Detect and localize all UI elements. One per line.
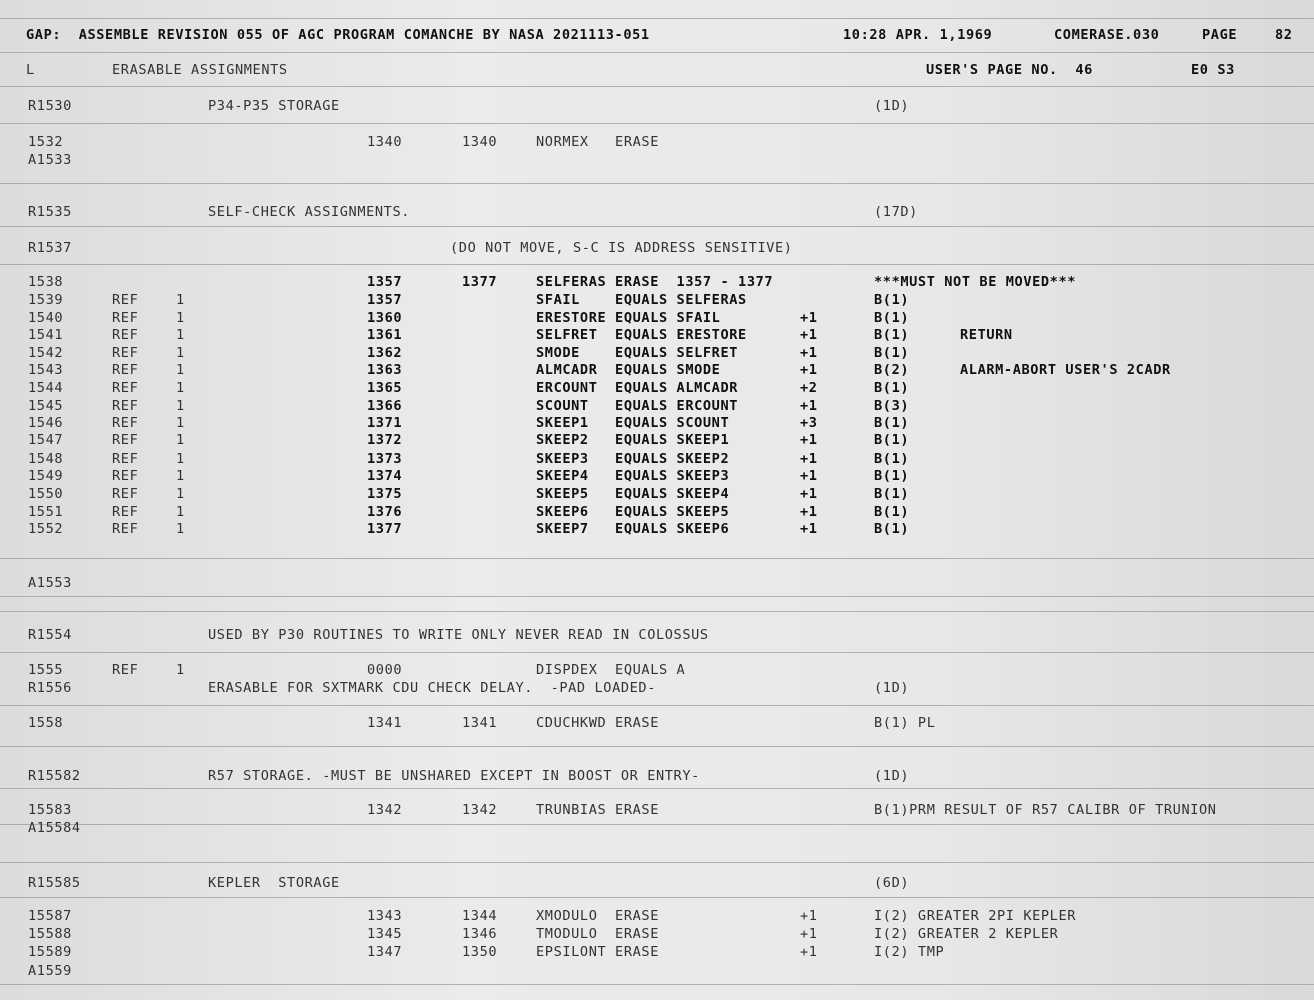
header-page-number: 82 [1275, 27, 1293, 43]
comment: B(1) [874, 486, 910, 502]
comment: ***MUST NOT BE MOVED*** [874, 274, 1077, 290]
ref-count: 1 [176, 451, 185, 467]
line-number: 1549 [28, 468, 64, 484]
line-number: 1552 [28, 521, 64, 537]
line-number: 1532 [28, 134, 64, 150]
offset: +1 [800, 310, 818, 326]
offset: +1 [800, 521, 818, 537]
remark: P34-P35 STORAGE [208, 98, 340, 114]
offset: +1 [800, 468, 818, 484]
line-number: 15588 [28, 926, 72, 942]
subheader-user-page: USER'S PAGE NO. 46 [926, 62, 1093, 78]
comment: B(1) [874, 292, 910, 308]
header-left: GAP: ASSEMBLE REVISION 055 OF AGC PROGRAM COMANCHE BY NASA 2021113-051 [26, 27, 650, 43]
line-number: 1541 [28, 327, 64, 343]
line-number: A1533 [28, 152, 72, 168]
address: 1363 [367, 362, 403, 378]
comment: (1D) [874, 768, 910, 784]
offset: +1 [800, 944, 818, 960]
line-number: 1544 [28, 380, 64, 396]
page-rule-line [0, 596, 1314, 597]
address-end: (DO NOT MOVE, S-C IS ADDRESS SENSITIVE) [450, 240, 793, 256]
remark: KEPLER STORAGE [208, 875, 340, 891]
remark: ERASABLE FOR SXTMARK CDU CHECK DELAY. -PAD LOADED- [208, 680, 656, 696]
comment: B(1)PRM RESULT OF R57 CALIBR OF TRUNION [874, 802, 1217, 818]
offset: +1 [800, 486, 818, 502]
statement: ERESTORE EQUALS SFAIL [536, 310, 721, 326]
line-number: 1546 [28, 415, 64, 431]
offset: +1 [800, 345, 818, 361]
address: 0000 [367, 662, 403, 678]
line-number: A15584 [28, 820, 81, 836]
line-number: 15583 [28, 802, 72, 818]
page-rule-line [0, 86, 1314, 87]
header-page-label: PAGE [1202, 27, 1238, 43]
address: 1342 [367, 802, 403, 818]
statement: SKEEP3 EQUALS SKEEP2 [536, 451, 730, 467]
note: RETURN [960, 327, 1013, 343]
statement: TRUNBIAS ERASE [536, 802, 659, 818]
statement: NORMEX ERASE [536, 134, 659, 150]
comment: B(2) [874, 362, 910, 378]
address-end: 1350 [462, 944, 498, 960]
offset: +1 [800, 327, 818, 343]
page-rule-line [0, 123, 1314, 124]
line-number: 1550 [28, 486, 64, 502]
ref-flag: REF [112, 310, 139, 326]
ref-flag: REF [112, 327, 139, 343]
page-rule-line [0, 558, 1314, 559]
statement: SELFERAS ERASE 1357 - 1377 [536, 274, 774, 290]
line-number: R1556 [28, 680, 72, 696]
page-rule-line [0, 705, 1314, 706]
ref-count: 1 [176, 521, 185, 537]
address: 1345 [367, 926, 403, 942]
statement: SKEEP6 EQUALS SKEEP5 [536, 504, 730, 520]
line-number: R1554 [28, 627, 72, 643]
statement: SMODE EQUALS SELFRET [536, 345, 739, 361]
line-number: 15587 [28, 908, 72, 924]
address: 1376 [367, 504, 403, 520]
address-end: 1342 [462, 802, 498, 818]
ref-count: 1 [176, 380, 185, 396]
address-end: 1344 [462, 908, 498, 924]
address: 1360 [367, 310, 403, 326]
ref-flag: REF [112, 292, 139, 308]
offset: +3 [800, 415, 818, 431]
comment: B(1) [874, 327, 910, 343]
remark: SELF-CHECK ASSIGNMENTS. [208, 204, 411, 220]
page-rule-line [0, 264, 1314, 265]
ref-flag: REF [112, 362, 139, 378]
offset: +1 [800, 908, 818, 924]
address: 1371 [367, 415, 403, 431]
comment: B(1) [874, 345, 910, 361]
subheader-mark: L [26, 62, 35, 78]
ref-count: 1 [176, 432, 185, 448]
comment: (1D) [874, 98, 910, 114]
line-number: 1555 [28, 662, 64, 678]
line-number: R1535 [28, 204, 72, 220]
page-rule-line [0, 984, 1314, 985]
line-number: R1537 [28, 240, 72, 256]
ref-flag: REF [112, 468, 139, 484]
ref-flag: REF [112, 432, 139, 448]
statement: SELFRET EQUALS ERESTORE [536, 327, 747, 343]
address: 1357 [367, 292, 403, 308]
line-number: 1551 [28, 504, 64, 520]
header-file: COMERASE.030 [1054, 27, 1160, 43]
offset: +1 [800, 398, 818, 414]
ref-count: 1 [176, 504, 185, 520]
line-number: 1538 [28, 274, 64, 290]
ref-flag: REF [112, 398, 139, 414]
comment: I(2) GREATER 2 KEPLER [874, 926, 1059, 942]
offset: +1 [800, 362, 818, 378]
page-rule-line [0, 611, 1314, 612]
page-rule-line [0, 862, 1314, 863]
offset: +1 [800, 926, 818, 942]
statement: ERCOUNT EQUALS ALMCADR [536, 380, 739, 396]
statement: EPSILONT ERASE [536, 944, 659, 960]
page-rule-line [0, 183, 1314, 184]
address: 1347 [367, 944, 403, 960]
comment: B(1) PL [874, 715, 936, 731]
line-number: R15585 [28, 875, 81, 891]
line-number: 1558 [28, 715, 64, 731]
comment: B(1) [874, 521, 910, 537]
ref-flag: REF [112, 380, 139, 396]
address: 1366 [367, 398, 403, 414]
comment: (6D) [874, 875, 910, 891]
address: 1372 [367, 432, 403, 448]
statement: CDUCHKWD ERASE [536, 715, 659, 731]
line-number: A1559 [28, 963, 72, 979]
address-end: 1341 [462, 715, 498, 731]
offset: +1 [800, 451, 818, 467]
ref-flag: REF [112, 415, 139, 431]
line-number: 1548 [28, 451, 64, 467]
header-time: 10:28 APR. 1,1969 [843, 27, 993, 43]
page-rule-line [0, 652, 1314, 653]
line-number: 1542 [28, 345, 64, 361]
ref-count: 1 [176, 415, 185, 431]
ref-flag: REF [112, 521, 139, 537]
page-rule-line [0, 788, 1314, 789]
ref-flag: REF [112, 504, 139, 520]
page-rule-line [0, 18, 1314, 19]
ref-count: 1 [176, 327, 185, 343]
offset: +2 [800, 380, 818, 396]
address: 1373 [367, 451, 403, 467]
comment: B(1) [874, 415, 910, 431]
comment: I(2) TMP [874, 944, 945, 960]
line-number: 1540 [28, 310, 64, 326]
ref-count: 1 [176, 398, 185, 414]
address-end: 1340 [462, 134, 498, 150]
ref-count: 1 [176, 292, 185, 308]
address: 1362 [367, 345, 403, 361]
statement: ALMCADR EQUALS SMODE [536, 362, 721, 378]
address: 1343 [367, 908, 403, 924]
comment: B(1) [874, 504, 910, 520]
ref-flag: REF [112, 345, 139, 361]
ref-count: 1 [176, 486, 185, 502]
address: 1357 [367, 274, 403, 290]
comment: B(3) [874, 398, 910, 414]
ref-flag: REF [112, 662, 139, 678]
address: 1341 [367, 715, 403, 731]
statement: SFAIL EQUALS SELFERAS [536, 292, 747, 308]
statement: TMODULO ERASE [536, 926, 659, 942]
page-rule-line [0, 52, 1314, 53]
page-rule-line [0, 897, 1314, 898]
statement: XMODULO ERASE [536, 908, 659, 924]
statement: SKEEP2 EQUALS SKEEP1 [536, 432, 730, 448]
statement: SKEEP7 EQUALS SKEEP6 [536, 521, 730, 537]
page-rule-line [0, 226, 1314, 227]
statement: DISPDEX EQUALS A [536, 662, 686, 678]
address: 1375 [367, 486, 403, 502]
address: 1340 [367, 134, 403, 150]
comment: B(1) [874, 380, 910, 396]
statement: SKEEP1 EQUALS SCOUNT [536, 415, 730, 431]
ref-count: 1 [176, 362, 185, 378]
comment: B(1) [874, 310, 910, 326]
comment: I(2) GREATER 2PI KEPLER [874, 908, 1077, 924]
ref-count: 1 [176, 468, 185, 484]
statement: SKEEP5 EQUALS SKEEP4 [536, 486, 730, 502]
ref-count: 1 [176, 345, 185, 361]
remark: R57 STORAGE. -MUST BE UNSHARED EXCEPT IN BOOST OR ENTRY- [208, 768, 700, 784]
address-end: 1346 [462, 926, 498, 942]
ref-flag: REF [112, 451, 139, 467]
line-number: R15582 [28, 768, 81, 784]
ref-count: 1 [176, 310, 185, 326]
line-number: A1553 [28, 575, 72, 591]
address-end: 1377 [462, 274, 498, 290]
ref-flag: REF [112, 486, 139, 502]
address: 1361 [367, 327, 403, 343]
comment: B(1) [874, 432, 910, 448]
address: 1365 [367, 380, 403, 396]
subheader-code: E0 S3 [1191, 62, 1235, 78]
note: ALARM-ABORT USER'S 2CADR [960, 362, 1171, 378]
page-rule-line [0, 746, 1314, 747]
address: 1377 [367, 521, 403, 537]
line-number: 1539 [28, 292, 64, 308]
statement: SCOUNT EQUALS ERCOUNT [536, 398, 739, 414]
offset: +1 [800, 504, 818, 520]
comment: (1D) [874, 680, 910, 696]
page-rule-line [0, 824, 1314, 825]
comment: B(1) [874, 451, 910, 467]
line-number: R1530 [28, 98, 72, 114]
comment: (17D) [874, 204, 918, 220]
line-number: 15589 [28, 944, 72, 960]
line-number: 1545 [28, 398, 64, 414]
comment: B(1) [874, 468, 910, 484]
line-number: 1547 [28, 432, 64, 448]
subheader-title: ERASABLE ASSIGNMENTS [112, 62, 288, 78]
offset: +1 [800, 432, 818, 448]
address: 1374 [367, 468, 403, 484]
statement: SKEEP4 EQUALS SKEEP3 [536, 468, 730, 484]
ref-count: 1 [176, 662, 185, 678]
line-number: 1543 [28, 362, 64, 378]
remark: USED BY P30 ROUTINES TO WRITE ONLY NEVER READ IN COLOSSUS [208, 627, 709, 643]
